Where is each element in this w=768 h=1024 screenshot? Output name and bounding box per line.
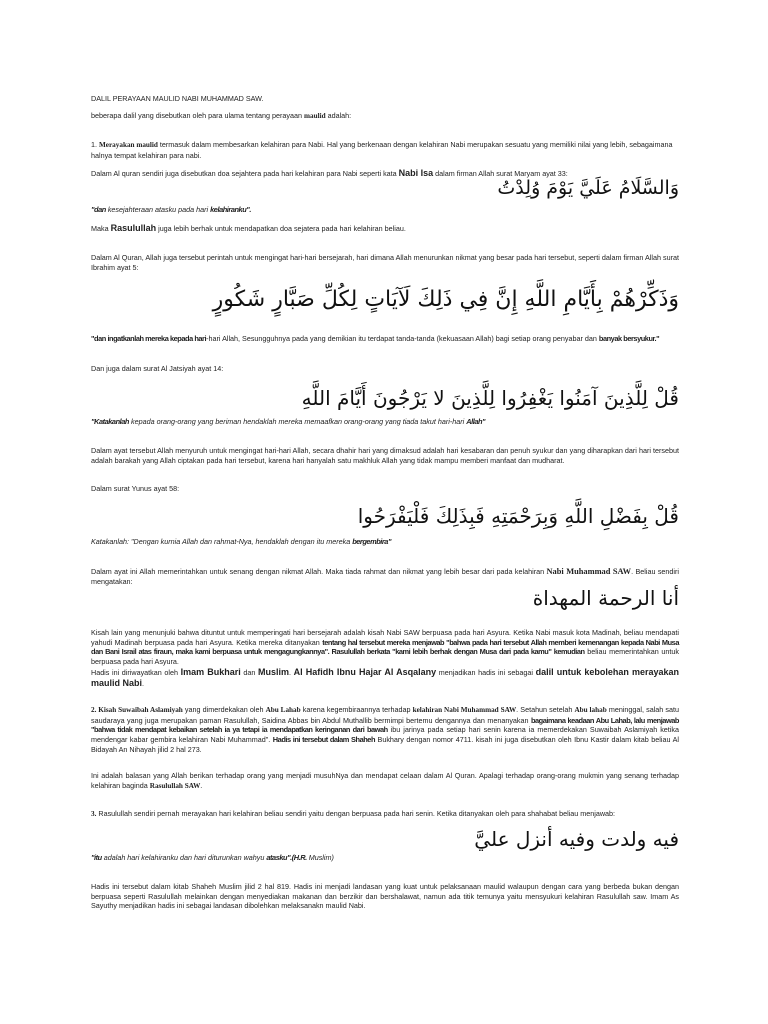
arabic-verse-maryam: وَالسَّلَامُ عَلَيَّ يَوْمَ وُلِدْتُ — [497, 177, 679, 199]
arabic-hadith-senin: فيه ولدت وفيه أنزل عليَّ — [474, 827, 679, 851]
point-1-paragraph: 1. Merayakan maulid termasuk dalam membesarkan kelahiran para Nabi. Hal yang berkenaan dengan kelahiran Nabi merupakan sesuatu yang memiliki nilai yang lebih, sebagaimana halnya tempat kelahiran para nabi. — [91, 140, 673, 160]
nikmat-paragraph: Dalam ayat ini Allah memerintahkan untuk senang dengan nikmat Allah. Maka tiada rahmat dan nikmat yang lebih besar dari pada kelahiran Nabi Muhammad SAW. Beliau sendiri mengatakan: — [91, 567, 680, 587]
asyura-paragraph: Kisah lain yang menunjuki bahwa dituntut untuk memperingati hari bersejarah adalah kisah Nabi SAW berpuasa pada hari Asyura. Ketika Nabi masuk kota Madinah, beliau mendapati yahudi Madinah berpuasa pada hari Asyura. Ketika mereka ditanyakan tentang hal tersebut mereka menjawab "bahwa pada hari tersebut Allah memberi kemenangan kepada Nabi Musa dan Bani Israil atas firaun, maka kami berpuasa untuk mengagungkannya". Rasulullah berkata "kami lebih berhak dengan Musa dari pada kamu" kemudian beliau memerintahkan untuk berpuasa pada hari Asyura. Hadis ini diriwayatkan oleh Imam Bukhari dan Muslim. Al Hafidh Ibnu Hajar Al Asqalany menjadikan hadis ini sebagai dalil untuk kebolehan merayakan maulid Nabi. — [91, 628, 680, 689]
point-3-paragraph: 3. Rasulullah sendiri pernah merayakan hari kelahiran beliau sendiri yaitu dengan berpuasa pada hari senin. Ketika ditanyakan oleh para shahabat beliau menjawab: — [91, 809, 616, 818]
yunus-intro-paragraph: Dalam surat Yunus ayat 58: — [91, 484, 180, 493]
arabic-hadith-rahmah: أنا الرحمة المهداة — [532, 586, 679, 610]
translation-senin: "itu adalah hari kelahiranku dan hari diturunkan wahyu atasku".(H.R. Muslim) — [91, 853, 334, 862]
arabic-verse-jatsiyah: قُلْ لِلَّذِينَ آمَنُوا يَغْفِرُوا لِلَّذِينَ لا يَرْجُونَ أَيَّامَ اللَّهِ — [301, 386, 679, 410]
arabic-verse-yunus: قُلْ بِفَضْلِ اللَّهِ وَبِرَحْمَتِهِ فَبِذَلِكَ فَلْيَفْرَحُوا — [357, 504, 679, 528]
translation-yunus: Katakanlah: "Dengan kurnia Allah dan rahmat-Nya, hendaklah dengan itu mereka bergembira" — [91, 537, 392, 546]
balasan-paragraph: Ini adalah balasan yang Allah berikan terhadap orang yang menjadi musuhNya dan mendapat celaan dalam Al Quran. Apalagi terhadap orang-orang mukmin yang senang terhadap kelahiran baginda Rasulullah SAW. — [91, 771, 679, 790]
jatsiyah-intro-paragraph: Dan juga dalam surat Al Jatsiyah ayat 14: — [91, 364, 224, 373]
explanation-paragraph: Dalam ayat tersebut Allah menyuruh untuk mengingat hari-hari Allah, secara dhahir hari yang dimaksud adalah hari kesabaran dan penuh syukur dan yang diharapkan dari hari tersebut adalah barakah yang Allah ciptakan pada hari tersebut, karena hari hanyalah satu makhluk Allah yang tidak mampu memberi manfaat dan mudharat. — [91, 446, 679, 465]
translation-jatsiyah: "Katakanlah kepada orang-orang yang beriman hendaklah mereka memaafkan orang-orang yang tiada takut hari-hari Allah" — [91, 417, 486, 426]
arabic-verse-ibrahim: وَذَكِّرْهُمْ بِأَيَّامِ اللَّهِ إِنَّ فِي ذَلِكَ لَآيَاتٍ لِكُلِّ صَبَّارٍ شَكُورٍ — [212, 287, 679, 312]
document-title: DALIL PERAYAAN MAULID NABI MUHAMMAD SAW. — [91, 94, 264, 103]
intro-paragraph: beberapa dalil yang disebutkan oleh para ulama tentang perayaan maulid adalah: — [91, 111, 352, 120]
maryam-intro-paragraph: Dalam Al quran sendiri juga disebutkan doa sejahtera pada hari kelahiran para Nabi seperti kata Nabi Isa dalam firman Allah surat Maryam ayat 33: — [91, 168, 568, 178]
rasulullah-paragraph: Maka Rasulullah juga lebih berhak untuk mendapatkan doa sejatera pada hari kelahiran beliau. — [91, 223, 406, 233]
ibrahim-intro-paragraph: Dalam Al Quran, Allah juga tersebut perintah untuk mengingat hari-hari bersejarah, hari dimana Allah menurunkan nikmat yang besar pada hari tersebut, seperti dalam firman Allah surat Ibrahim ayat 5: — [91, 253, 679, 272]
translation-ibrahim: "dan ingatkanlah mereka kepada hari-hari Allah, Sesungguhnya pada yang demikian itu terdapat tanda-tanda (kekuasaan Allah) bagi setiap orang penyabar dan banyak bersyukur." — [91, 334, 660, 343]
translation-maryam: "dan kesejahteraan atasku pada hari kelahiranku". — [91, 205, 251, 214]
closing-paragraph: Hadis ini tersebut dalam kitab Shaheh Muslim jilid 2 hal 819. Hadis ini menjadi landasan yang kuat untuk pelaksanaan maulid walaupun dengan cara yang berbeda bukan dengan berpuasa seperti Rasulullah melainkan dengan menyediakan makanan dan berzikir dan bershalawat, namun ada titik temunya yaitu mensyukuri kelahiran Rasulullah saw. Imam As Sayuthy menjadikan hadis ini sebagai landasan dibolehkan melaksanakn maulid Nabi. — [91, 882, 679, 910]
suwaibah-paragraph: 2. Kisah Suwaibah Aslamiyah yang dimerdekakan oleh Abu Lahab karena kegembiraannya terhadap kelahiran Nabi Muhammad SAW. Setahun setelah Abu lahab meninggal, salah satu saudaraya yang juga merupakan paman Rasulullah, Saidina Abbas bin Abdul Muthallib bermimpi bertemu dengannya dan menanyakan bagaimana keadaan Abu Lahab, lalu menjawab "bahwa tidak mendapat kebaikan setelah ia ya tetapi ia mendapatkan keringanan dari bawah ibu jarinya pada setiap hari senin karena ia memerdekakan Suwaibah Aslamiyah ketika mendengar kabar gembira kelahiran Nabi Muhammad". Hadis ini tersebut dalam Shaheh Bukhary dengan nomor 4711. kisah ini juga disebutkan oleh Ibnu Kastir dalam kitab beliau Al Bidayah An Nihayah jilid 2 hal 273. — [91, 705, 679, 754]
